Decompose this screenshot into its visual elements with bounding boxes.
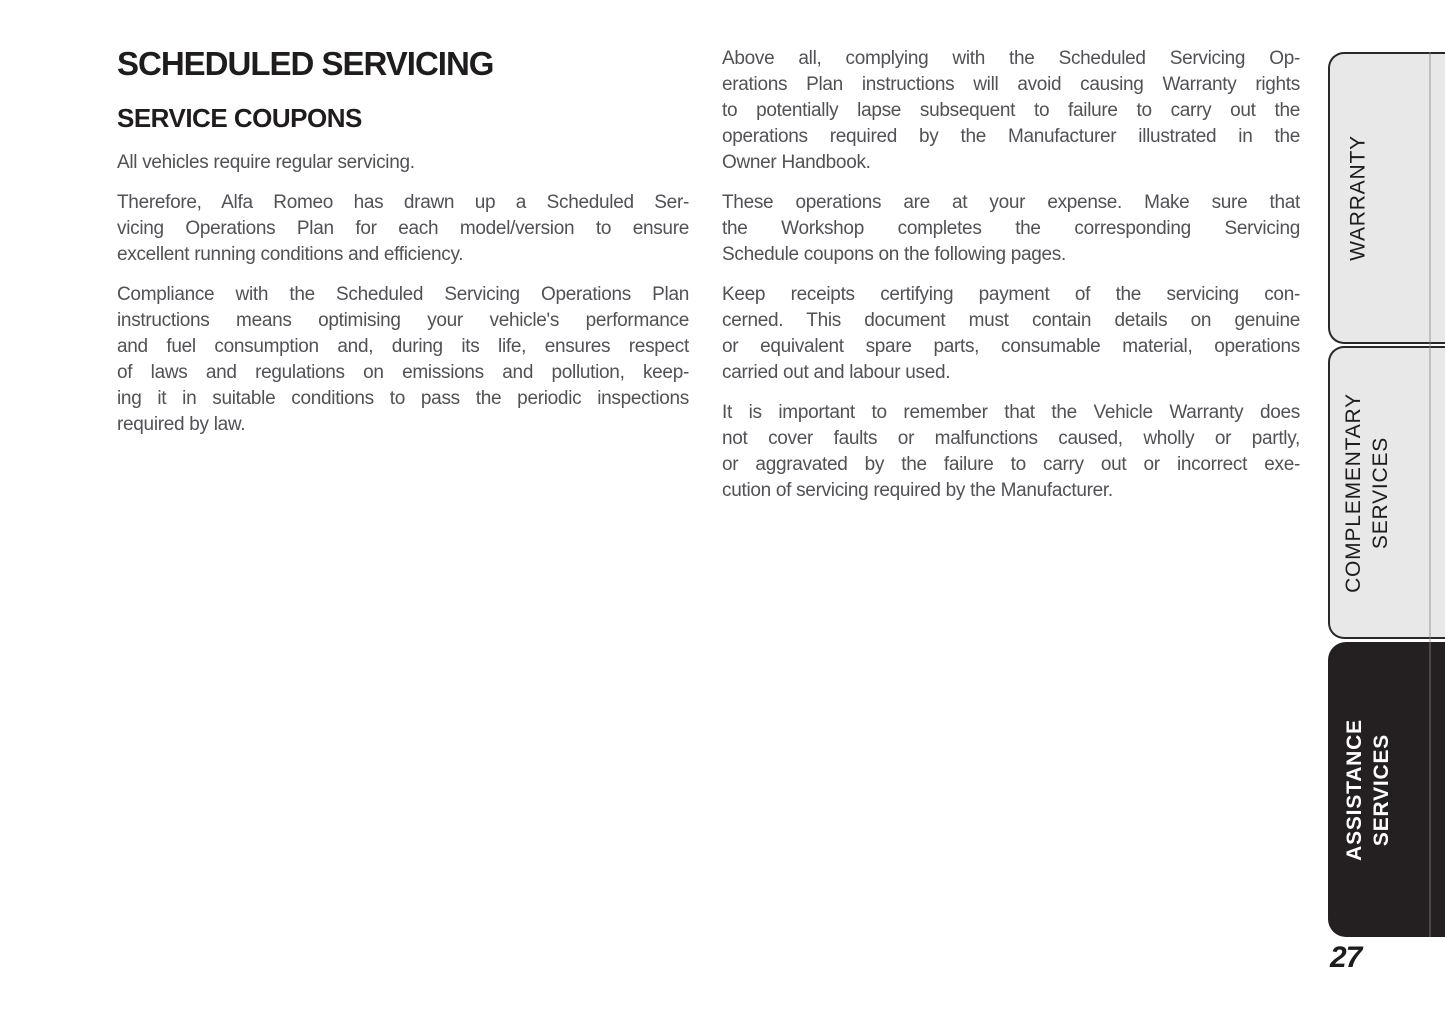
index-tab-warranty [1328,52,1445,344]
page-number: 27 [1330,941,1362,974]
page-title: SCHEDULED SERVICING [117,45,494,82]
paragraph [722,46,1300,176]
left-column [117,46,689,452]
paragraph [117,282,689,438]
text-line: carried out and labour used. [722,362,951,383]
text-line: or equivalent spare parts, consumable material, operations [722,336,1300,357]
text-line: required by law. [117,414,246,435]
tab-label-line: SERVICES [1370,733,1393,846]
text-line: cerned. This document must contain details on genuine [722,310,1300,331]
right-column-paragraphs [722,46,1300,504]
text-line: ing it in suitable conditions to pass the periodic inspections [117,388,689,409]
page-edge-line [1429,52,1431,937]
paragraph [722,190,1300,268]
text-line: All vehicles require regular servicing. [117,152,415,173]
text-line: to potentially lapse subsequent to failure to carry out the [722,100,1300,121]
text-line: Therefore, Alfa Romeo has drawn up a Scheduled Ser- [117,192,689,213]
text-line: and fuel consumption and, during its life, ensures respect [117,336,689,357]
text-line: Owner Handbook. [722,152,871,173]
text-line: It is important to remember that the Vehicle Warranty does [722,402,1300,423]
paragraph [117,190,689,268]
text-line: operations required by the Manufacturer illustrated in the [722,126,1300,147]
text-line: the Workshop completes the corresponding Servicing [722,218,1300,239]
left-column-paragraphs [117,150,689,438]
text-line: of laws and regulations on emissions and pollution, keep- [117,362,689,383]
index-tab-complementary-services [1328,346,1445,639]
text-line: Schedule coupons on the following pages. [722,244,1066,265]
text-line: instructions means optimising your vehicle's performance [117,310,689,331]
tab-label-line: WARRANTY [1346,135,1370,261]
text-line: not cover faults or malfunctions caused, wholly or partly, [722,428,1300,449]
text-line: Compliance with the Scheduled Servicing Operations Plan [117,284,689,305]
text-line: These operations are at your expense. Make sure that [722,192,1300,213]
index-tab-assistance-services [1328,642,1445,937]
text-line: erations Plan instructions will avoid causing Warranty rights [722,74,1300,95]
right-column [722,46,1300,518]
tab-label-line: SERVICES [1369,436,1392,549]
text-line: Keep receipts certifying payment of the servicing con- [722,284,1300,305]
index-tab-warranty-label [1345,135,1372,261]
index-tab-complementary-services-label [1340,393,1394,593]
tab-label-line: COMPLEMENTARY [1342,392,1365,593]
tab-label-line: ASSISTANCE [1343,718,1366,861]
text-line: vicing Operations Plan for each model/version to ensure [117,218,689,239]
paragraph [722,400,1300,504]
section-heading: SERVICE COUPONS [117,103,362,133]
paragraph [117,150,689,176]
text-line: excellent running conditions and efficiency. [117,244,464,265]
text-line: or aggravated by the failure to carry out or incorrect exe- [722,454,1300,475]
paragraph [722,282,1300,386]
text-line: cution of servicing required by the Manufacturer. [722,480,1113,501]
index-tab-assistance-services-label [1341,719,1395,861]
text-line: Above all, complying with the Scheduled Servicing Op- [722,48,1300,69]
